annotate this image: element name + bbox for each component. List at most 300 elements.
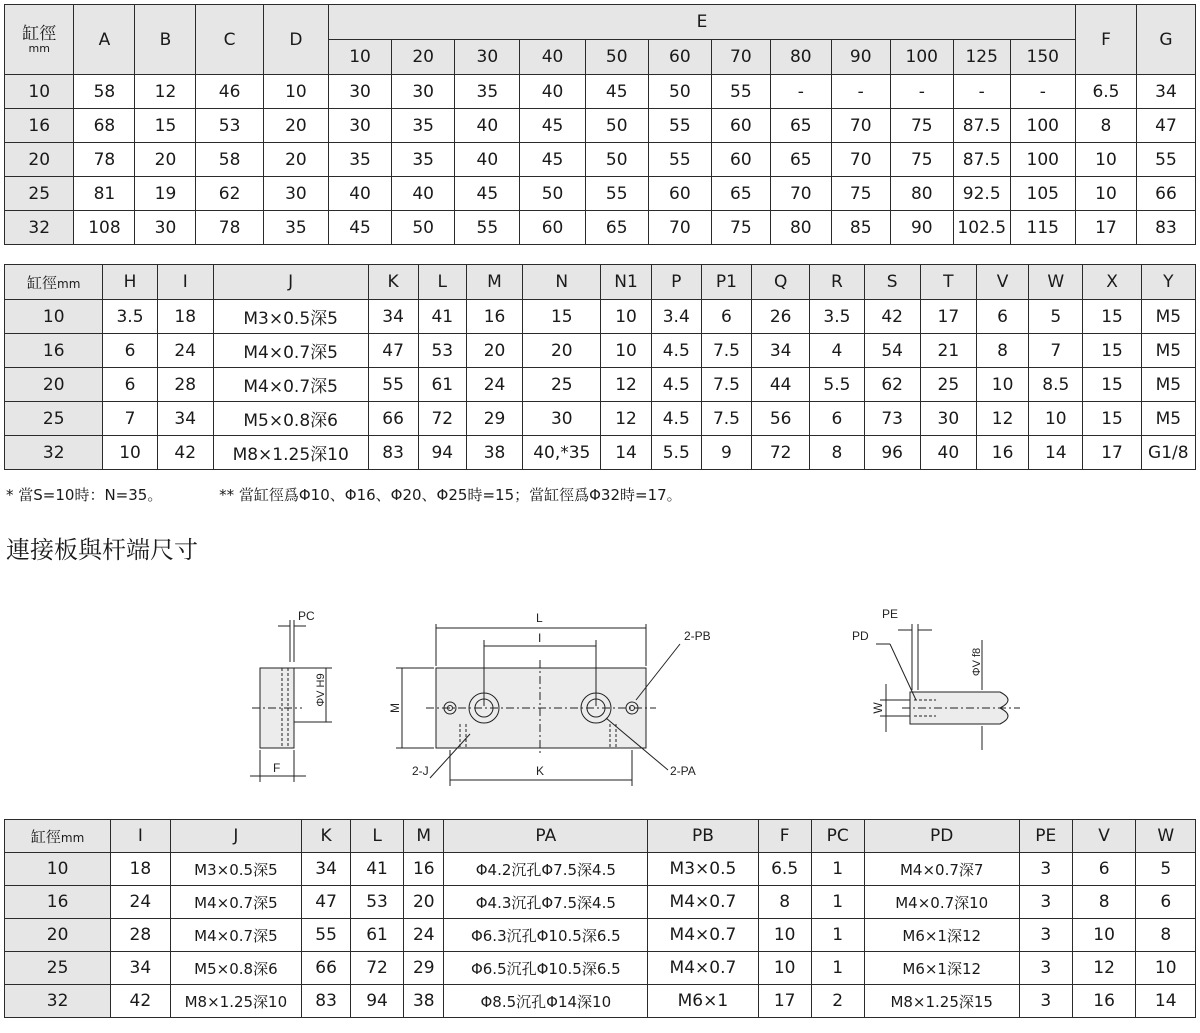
table-cell: 35 <box>329 143 392 177</box>
col-header-e: E <box>329 5 1076 40</box>
table-cell: 58 <box>74 75 135 109</box>
table-cell: 40 <box>520 75 585 109</box>
table-row <box>5 402 1196 436</box>
table-row <box>5 75 1196 109</box>
col-header-e-90: 90 <box>831 40 890 75</box>
table-cell: 4.5 <box>651 402 701 436</box>
table-cell: 14 <box>1136 985 1196 1018</box>
col-header-k: K <box>368 265 418 300</box>
table-cell: 8 <box>758 886 811 919</box>
table-cell: 78 <box>74 143 135 177</box>
table-cell: - <box>890 75 953 109</box>
table-cell: 8 <box>1075 109 1136 143</box>
row-bore-cell: 16 <box>5 886 111 919</box>
table-cell: 30 <box>329 75 392 109</box>
table-cell: 1 <box>811 952 864 985</box>
table-row <box>5 985 1196 1018</box>
table-cell: 16 <box>1072 985 1136 1018</box>
col-header-e-60: 60 <box>648 40 711 75</box>
table-cell: 3 <box>1019 919 1072 952</box>
label-i: I <box>538 631 542 645</box>
row-bore-cell: 20 <box>5 919 111 952</box>
table-cell: 10 <box>601 334 651 368</box>
table-cell: 55 <box>648 143 711 177</box>
col-header-t: T <box>920 265 976 300</box>
table-cell: M3×0.5深5 <box>213 300 368 334</box>
table-row <box>5 334 1196 368</box>
label-phi-v-h9: ΦV H9 <box>315 673 327 707</box>
table-cell: 7 <box>103 402 157 436</box>
table-cell: 10 <box>758 919 811 952</box>
table-cell: 47 <box>1136 109 1195 143</box>
table-cell: 6 <box>810 402 864 436</box>
row-bore-cell: 20 <box>5 368 103 402</box>
table-cell: 42 <box>157 436 213 470</box>
table-cell: 34 <box>111 952 170 985</box>
table-cell: 3 <box>1019 853 1072 886</box>
table-cell: 12 <box>601 368 651 402</box>
table-cell: 50 <box>585 109 648 143</box>
table-cell: 70 <box>648 211 711 245</box>
table-cell: 105 <box>1010 177 1075 211</box>
col-header-l: L <box>418 265 466 300</box>
bore-header <box>5 5 74 75</box>
table-cell: 15 <box>523 300 601 334</box>
bore-header <box>5 265 103 300</box>
table-cell: 7.5 <box>701 402 751 436</box>
table-cell: 24 <box>466 368 522 402</box>
col-header-pb: PB <box>648 820 758 853</box>
table-cell: 83 <box>1136 211 1195 245</box>
table-cell: M4×0.7深5 <box>170 886 302 919</box>
table-cell: 35 <box>455 75 520 109</box>
table-cell: 19 <box>135 177 196 211</box>
table-cell: 17 <box>1083 436 1141 470</box>
table-cell: 8.5 <box>1029 368 1083 402</box>
table-cell: 12 <box>976 402 1028 436</box>
col-header-w: W <box>1136 820 1196 853</box>
row-bore-cell: 20 <box>5 143 74 177</box>
table-cell: 47 <box>302 886 351 919</box>
table-cell: 17 <box>758 985 811 1018</box>
table-cell: 10 <box>1075 177 1136 211</box>
table-cell: M5 <box>1141 334 1195 368</box>
table-cell: 20 <box>263 143 328 177</box>
dimension-table-2 <box>4 264 1196 470</box>
table-cell: M5×0.8深6 <box>170 952 302 985</box>
table-cell: M5 <box>1141 402 1195 436</box>
row-bore-cell: 10 <box>5 300 103 334</box>
table-cell: 10 <box>1029 402 1083 436</box>
table-cell: 25 <box>920 368 976 402</box>
col-header-s: S <box>864 265 920 300</box>
col-header-e-80: 80 <box>770 40 831 75</box>
table-cell: 55 <box>585 177 648 211</box>
table-cell: 10 <box>976 368 1028 402</box>
table-cell: 6 <box>103 334 157 368</box>
table-cell: 66 <box>1136 177 1195 211</box>
table-cell: 55 <box>1136 143 1195 177</box>
table-cell: 20 <box>404 886 444 919</box>
table-cell: 15 <box>1083 334 1141 368</box>
footnote-2: ** 當缸徑爲Φ10、Φ16、Φ20、Φ25時=15；當缸徑爲Φ32時=17。 <box>219 486 682 504</box>
col-header-b: B <box>135 5 196 75</box>
label-w: W <box>871 702 885 714</box>
table-cell: 42 <box>864 300 920 334</box>
table-cell: - <box>953 75 1010 109</box>
table-cell: 5 <box>1029 300 1083 334</box>
table-cell: 4.5 <box>651 334 701 368</box>
table-row <box>5 853 1196 886</box>
table-cell: 8 <box>1072 886 1136 919</box>
table-cell: 6 <box>1136 886 1196 919</box>
table-cell: 20 <box>263 109 328 143</box>
table-cell: 42 <box>111 985 170 1018</box>
table-cell: Φ8.5沉孔Φ14深10 <box>444 985 648 1018</box>
table-cell: 8 <box>810 436 864 470</box>
plate-side-view <box>250 609 332 782</box>
table-cell: 25 <box>523 368 601 402</box>
table-cell: M4×0.7 <box>648 919 758 952</box>
table-cell: 80 <box>890 177 953 211</box>
table-row <box>5 143 1196 177</box>
table-cell: 3 <box>1019 886 1072 919</box>
table-cell: 66 <box>302 952 351 985</box>
col-header-i: I <box>111 820 170 853</box>
table-cell: 34 <box>752 334 810 368</box>
table-cell: 40 <box>329 177 392 211</box>
section-title: 連接板與杆端尺寸 <box>6 536 198 564</box>
table-cell: 16 <box>976 436 1028 470</box>
table-cell: M6×1深12 <box>864 952 1019 985</box>
row-bore-cell: 10 <box>5 75 74 109</box>
label-2-j: 2-J <box>412 764 429 778</box>
table-cell: 15 <box>135 109 196 143</box>
table-cell: 83 <box>368 436 418 470</box>
table-cell: 15 <box>1083 402 1141 436</box>
table-cell: 38 <box>404 985 444 1018</box>
row-bore-cell: 16 <box>5 334 103 368</box>
table-cell: M4×0.7 <box>648 886 758 919</box>
table-cell: M8×1.25深10 <box>213 436 368 470</box>
table-cell: 55 <box>648 109 711 143</box>
col-header-e-20: 20 <box>392 40 455 75</box>
table-cell: M8×1.25深10 <box>170 985 302 1018</box>
bore-unit: mm <box>28 41 50 55</box>
table-cell: M5 <box>1141 368 1195 402</box>
table-cell: 81 <box>74 177 135 211</box>
table-cell: 60 <box>648 177 711 211</box>
table-cell: 10 <box>601 300 651 334</box>
col-header-m: M <box>466 265 522 300</box>
table-cell: 18 <box>157 300 213 334</box>
table-cell: 29 <box>466 402 522 436</box>
table-cell: 4 <box>810 334 864 368</box>
col-header-pc: PC <box>811 820 864 853</box>
table-cell: 15 <box>1083 368 1141 402</box>
row-bore-cell: 32 <box>5 211 74 245</box>
table-cell: 40 <box>455 109 520 143</box>
table-cell: - <box>1010 75 1075 109</box>
bore-label: 缸徑 <box>22 23 57 44</box>
table-cell: 96 <box>864 436 920 470</box>
col-header-x: X <box>1083 265 1141 300</box>
table-cell: 6.5 <box>758 853 811 886</box>
table-cell: 30 <box>329 109 392 143</box>
col-header-q: Q <box>752 265 810 300</box>
table-row <box>5 919 1196 952</box>
table-cell: 1 <box>811 886 864 919</box>
label-l: L <box>536 611 543 625</box>
label-pe: PE <box>882 607 899 621</box>
table-cell: 12 <box>601 402 651 436</box>
table-cell: 75 <box>890 143 953 177</box>
col-header-g: G <box>1136 5 1195 75</box>
col-header-a: A <box>74 5 135 75</box>
table-cell: 100 <box>1010 109 1075 143</box>
table-cell: 68 <box>74 109 135 143</box>
row-bore-cell: 32 <box>5 985 111 1018</box>
dimension-table-1 <box>4 4 1196 245</box>
table-cell: 1 <box>811 919 864 952</box>
dimension-table-3 <box>4 819 1196 1018</box>
col-header-pd: PD <box>864 820 1019 853</box>
table-cell: M4×0.7深5 <box>213 368 368 402</box>
bore-unit: mm <box>57 276 81 291</box>
footnote-1: * 當S=10時：N=35。 <box>6 486 163 504</box>
col-header-w: W <box>1029 265 1083 300</box>
table-cell: 56 <box>752 402 810 436</box>
table-cell: 35 <box>263 211 328 245</box>
col-header-v: V <box>1072 820 1136 853</box>
table-cell: 75 <box>890 109 953 143</box>
table-cell: 4.5 <box>651 368 701 402</box>
table-row <box>5 300 1196 334</box>
table-cell: 34 <box>1136 75 1195 109</box>
table-cell: 45 <box>520 143 585 177</box>
bore-header <box>5 820 111 853</box>
table-cell: 12 <box>135 75 196 109</box>
table-cell: 40 <box>920 436 976 470</box>
row-bore-cell: 32 <box>5 436 103 470</box>
table-cell: 44 <box>752 368 810 402</box>
table-cell: M6×1 <box>648 985 758 1018</box>
col-header-pa: PA <box>444 820 648 853</box>
table-cell: 60 <box>520 211 585 245</box>
col-header-f: F <box>758 820 811 853</box>
label-2-pa: 2-PA <box>670 764 696 778</box>
col-header-e-150: 150 <box>1010 40 1075 75</box>
table-cell: 87.5 <box>953 143 1010 177</box>
table-cell: 102.5 <box>953 211 1010 245</box>
table-cell: 28 <box>157 368 213 402</box>
table-cell: M3×0.5深5 <box>170 853 302 886</box>
col-header-c: C <box>196 5 263 75</box>
table-cell: 15 <box>1083 300 1141 334</box>
table-cell: 24 <box>111 886 170 919</box>
table-cell: 40 <box>392 177 455 211</box>
table-cell: 55 <box>368 368 418 402</box>
table-cell: 16 <box>466 300 522 334</box>
table-cell: 65 <box>585 211 648 245</box>
table-cell: 70 <box>831 143 890 177</box>
table-cell: 40 <box>455 143 520 177</box>
table-cell: 3.5 <box>103 300 157 334</box>
table-cell: 1 <box>811 853 864 886</box>
table-cell: 83 <box>302 985 351 1018</box>
table-cell: 58 <box>196 143 263 177</box>
bore-label: 缸徑 <box>27 273 58 292</box>
col-header-k: K <box>302 820 351 853</box>
row-bore-cell: 16 <box>5 109 74 143</box>
table-cell: 62 <box>196 177 263 211</box>
table-cell: 75 <box>711 211 770 245</box>
table-cell: 108 <box>74 211 135 245</box>
label-2-pb: 2-PB <box>684 629 711 643</box>
table-cell: 7 <box>1029 334 1083 368</box>
table-cell: 70 <box>770 177 831 211</box>
table-row <box>5 211 1196 245</box>
table-cell: 73 <box>864 402 920 436</box>
table-cell: 5 <box>1136 853 1196 886</box>
plate-front-view <box>388 611 711 786</box>
table-cell: 10 <box>263 75 328 109</box>
table-cell: 55 <box>455 211 520 245</box>
table-cell: 72 <box>351 952 404 985</box>
col-header-r: R <box>810 265 864 300</box>
table-cell: - <box>831 75 890 109</box>
col-header-e-70: 70 <box>711 40 770 75</box>
table-cell: 41 <box>351 853 404 886</box>
table-cell: 8 <box>976 334 1028 368</box>
table-cell: 92.5 <box>953 177 1010 211</box>
col-header-h: H <box>103 265 157 300</box>
table-cell: 9 <box>701 436 751 470</box>
table-cell: 72 <box>418 402 466 436</box>
table-cell: Φ6.5沉孔Φ10.5深6.5 <box>444 952 648 985</box>
col-header-n: N <box>523 265 601 300</box>
table-cell: 53 <box>196 109 263 143</box>
col-header-e-10: 10 <box>329 40 392 75</box>
table-cell: 38 <box>466 436 522 470</box>
table-cell: 34 <box>368 300 418 334</box>
table-cell: 10 <box>1136 952 1196 985</box>
table-cell: 46 <box>196 75 263 109</box>
table-cell: 7.5 <box>701 368 751 402</box>
table-cell: 2 <box>811 985 864 1018</box>
table-cell: 3.5 <box>810 300 864 334</box>
col-header-l: L <box>351 820 404 853</box>
col-header-f: F <box>1075 5 1136 75</box>
table-cell: 30 <box>263 177 328 211</box>
table-cell: 29 <box>404 952 444 985</box>
table-cell: 87.5 <box>953 109 1010 143</box>
label-phi-v-f8: ΦV f8 <box>971 647 983 677</box>
table-cell: 100 <box>1010 143 1075 177</box>
table-cell: 17 <box>1075 211 1136 245</box>
table-cell: 60 <box>711 109 770 143</box>
table-cell: 6 <box>701 300 751 334</box>
table-cell: M4×0.7深5 <box>213 334 368 368</box>
table-cell: 61 <box>351 919 404 952</box>
table-cell: 45 <box>520 109 585 143</box>
table-cell: Φ4.2沉孔Φ7.5深4.5 <box>444 853 648 886</box>
table-cell: 10 <box>1072 919 1136 952</box>
table-cell: 50 <box>392 211 455 245</box>
label-k: K <box>536 764 545 778</box>
table-cell: 14 <box>1029 436 1083 470</box>
table-cell: M4×0.7深7 <box>864 853 1019 886</box>
col-header-m: M <box>404 820 444 853</box>
bore-unit: mm <box>60 830 85 845</box>
table-cell: G1/8 <box>1141 436 1195 470</box>
table-cell: 10 <box>1075 143 1136 177</box>
table-cell: 34 <box>157 402 213 436</box>
col-header-e-50: 50 <box>585 40 648 75</box>
table-cell: 7.5 <box>701 334 751 368</box>
table-cell: 6 <box>103 368 157 402</box>
table-cell: 55 <box>302 919 351 952</box>
table-cell: Φ6.3沉孔Φ10.5深6.5 <box>444 919 648 952</box>
table-cell: 54 <box>864 334 920 368</box>
table-cell: 55 <box>711 75 770 109</box>
table-cell: M5 <box>1141 300 1195 334</box>
table-cell: 10 <box>103 436 157 470</box>
col-header-e-40: 40 <box>520 40 585 75</box>
table-row <box>5 368 1196 402</box>
table-cell: 8 <box>1136 919 1196 952</box>
table-cell: 18 <box>111 853 170 886</box>
table-cell: 40,*35 <box>523 436 601 470</box>
table-cell: 53 <box>418 334 466 368</box>
label-f: F <box>273 761 281 775</box>
table-cell: 14 <box>601 436 651 470</box>
row-bore-cell: 25 <box>5 177 74 211</box>
table-cell: 6.5 <box>1075 75 1136 109</box>
table-cell: 47 <box>368 334 418 368</box>
table-cell: 70 <box>831 109 890 143</box>
col-header-p1: P1 <box>701 265 751 300</box>
technical-drawing <box>230 600 1050 795</box>
label-pc: PC <box>298 609 315 623</box>
table-cell: 94 <box>418 436 466 470</box>
table-cell: 20 <box>135 143 196 177</box>
table-cell: M3×0.5 <box>648 853 758 886</box>
table-cell: M8×1.25深15 <box>864 985 1019 1018</box>
table-cell: 66 <box>368 402 418 436</box>
table-cell: 34 <box>302 853 351 886</box>
table-cell: M4×0.7深10 <box>864 886 1019 919</box>
table-cell: 94 <box>351 985 404 1018</box>
table-row <box>5 886 1196 919</box>
col-header-j: J <box>170 820 302 853</box>
table-cell: M4×0.7深5 <box>170 919 302 952</box>
table-cell: 28 <box>111 919 170 952</box>
table-cell: 72 <box>752 436 810 470</box>
table-cell: - <box>770 75 831 109</box>
table-row <box>5 436 1196 470</box>
col-header-e-30: 30 <box>455 40 520 75</box>
col-header-v: V <box>976 265 1028 300</box>
table-cell: 30 <box>523 402 601 436</box>
table-cell: 65 <box>770 143 831 177</box>
table-cell: 78 <box>196 211 263 245</box>
table-cell: 35 <box>392 109 455 143</box>
table-cell: 65 <box>770 109 831 143</box>
table-cell: 30 <box>135 211 196 245</box>
table-cell: 10 <box>758 952 811 985</box>
table-cell: 16 <box>404 853 444 886</box>
